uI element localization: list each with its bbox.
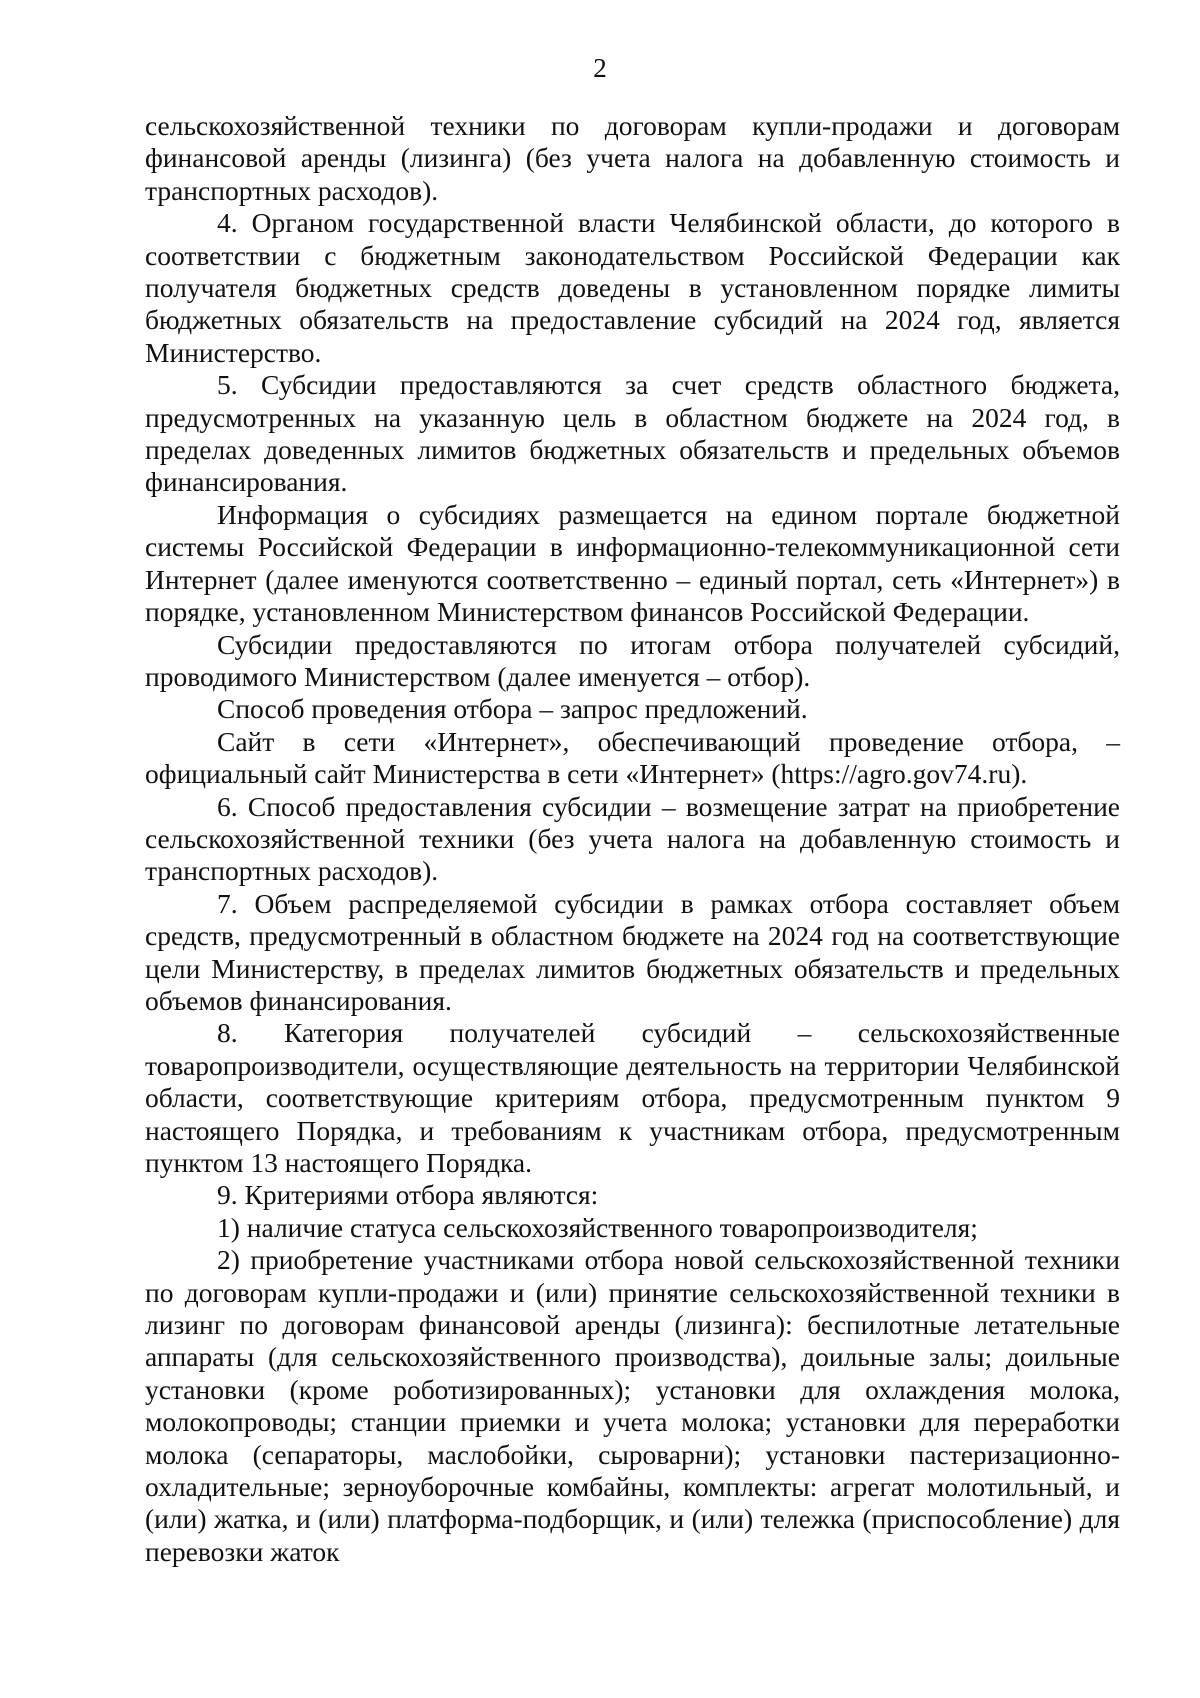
document-body	[145, 110, 1120, 1568]
paragraph-item-6: 6. Способ предоставления субсидии – возмещение затрат на приобретение сельскохозяйственной техники (без учета налога на добавленную стоимость и транспортных расходов).	[145, 790, 1120, 887]
paragraph-criterion-1: 1) наличие статуса сельскохозяйственного товаропроизводителя;	[217, 1211, 978, 1243]
paragraph-item-7: 7. Объем распределяемой субсидии в рамках отбора составляет объем средств, предусмотренный в областном бюджете на 2024 год на соответствующие цели Министерству, в пределах лимитов бюджетных обязательств и предельных объемов финансирования.	[145, 887, 1120, 1016]
paragraph-item-4: 4. Органом государственной власти Челябинской области, до которого в соответствии с бюджетным законодательством Российской Федерации как получателя бюджетных средств доведены в установленном порядке лимиты бюджетных обязательств на предоставление субсидий на 2024 год, является Министерство.	[145, 207, 1120, 368]
paragraph-item-5: 5. Субсидии предоставляются за счет средств областного бюджета, предусмотренных на указанную цель в областном бюджете на 2024 год, в пределах доведенных лимитов бюджетных обязательств и предельных объемов финансирования.	[145, 369, 1120, 498]
paragraph-subsidy-info: Информация о субсидиях размещается на едином портале бюджетной системы Российской Федерации в информационно-телекоммуникационной сети Интернет (далее именуются соответственно – единый портал, сеть «Интернет») в порядке, установленном Министерством финансов Российской Федерации.	[145, 498, 1120, 628]
paragraph-item-8: 8. Категория получателей субсидий – сельскохозяйственные товаропроизводители, осуществляющие деятельность на территории Челябинской области, соответствующие критериям отбора, предусмотренным пунктом 9 настоящего Порядка, и требованиям к участникам отбора, предусмотренным пунктом 13 настоящего Порядка.	[145, 1017, 1120, 1178]
paragraph-criterion-2: 2) приобретение участниками отбора новой сельскохозяйственной техники по договорам купли-продажи и (или) принятие сельскохозяйственной техники в лизинг по договорам финансовой аренды (лизинга): беспилотные летательные аппараты (для сельскохозяйственного производства), доильные залы; доильные установки (кроме роботизированных); установки для охлаждения молока, молокопроводы; станции приемки и учета молока; установки для переработки молока (сепараторы, маслобойки, сыроварни); установки пастеризационно-охладительные; зерноуборочные комбайны, комплекты: агрегат молотильный, и (или) жатка, и (или) платформа-подборщик, и (или) тележка (приспособление) для перевозки жаток	[145, 1244, 1120, 1567]
paragraph-selection-method: Способ проведения отбора – запрос предложений.	[217, 693, 808, 725]
paragraph-selection: Субсидии предоставляются по итогам отбора получателей субсидий, проводимого Министерством (далее именуется – отбор).	[145, 628, 1120, 692]
page-number: 2	[593, 53, 607, 83]
paragraph-item-9: 9. Критериями отбора являются:	[217, 1179, 599, 1211]
paragraph-website: Сайт в сети «Интернет», обеспечивающий проведение отбора, – официальный сайт Министерства в сети «Интернет» (https://agro.gov74.ru).	[145, 725, 1120, 790]
paragraph-continuation: сельскохозяйственной техники по договорам купли-продажи и договорам финансовой аренды (лизинга) (без учета налога на добавленную стоимость и транспортных расходов).	[145, 110, 1120, 206]
